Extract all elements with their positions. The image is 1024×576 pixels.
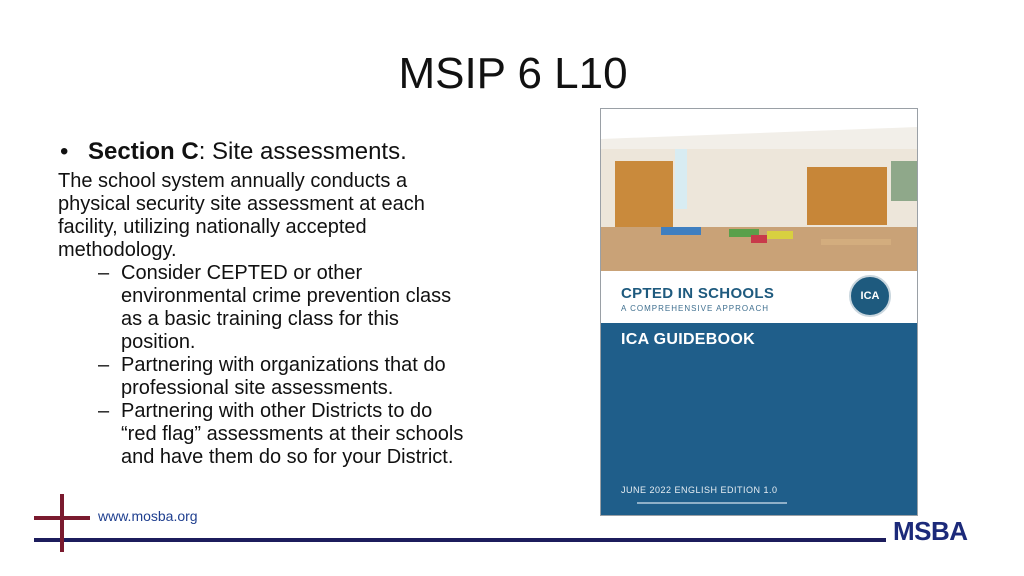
footer-url: www.mosba.org: [98, 508, 198, 524]
msba-logo: MSBA: [893, 516, 968, 546]
ica-seal-logo: ICA: [849, 275, 891, 317]
sub-item-cepted: [58, 262, 538, 354]
sub-item-organizations: [58, 354, 538, 400]
sub-item-line: professional site assessments.: [121, 377, 394, 399]
paragraph-line: methodology.: [58, 239, 177, 261]
slide-title: MSIP 6 L10: [398, 49, 628, 98]
sub-item-districts: [58, 400, 538, 469]
slide-body: [58, 136, 538, 469]
dash-marker: –: [98, 262, 110, 284]
sub-item-line: and have them do so for your District.: [121, 446, 454, 468]
sub-item-line: Partnering with other Districts to do: [121, 400, 433, 422]
sub-item-line: as a basic training class for this: [121, 308, 399, 330]
bullet-item: [58, 136, 538, 168]
dash-marker: –: [98, 354, 110, 376]
classroom-photo: [601, 109, 917, 271]
guidebook-cover-image: [600, 108, 918, 516]
cover-subtitle: A COMPREHENSIVE APPROACH: [621, 304, 770, 313]
cross-icon-vertical: [60, 494, 64, 552]
dash-marker: –: [98, 400, 110, 422]
bullet-dot: •: [60, 138, 69, 165]
sub-item-line: “red flag” assessments at their schools: [121, 423, 464, 445]
cover-edition: JUNE 2022 ENGLISH EDITION 1.0: [621, 485, 778, 495]
cover-title: CPTED IN SCHOOLS: [621, 285, 775, 302]
section-title: : Site assessments.: [198, 138, 407, 165]
sub-item-line: Consider CEPTED or other: [121, 262, 363, 284]
paragraph-line: physical security site assessment at each: [58, 193, 425, 215]
section-label: Section C: [88, 138, 199, 165]
body-paragraph: [58, 170, 538, 262]
footer-rule: [34, 538, 886, 542]
sub-item-line: position.: [121, 331, 196, 353]
cover-guidebook-label: ICA GUIDEBOOK: [621, 331, 755, 348]
paragraph-line: facility, utilizing nationally accepted: [58, 216, 367, 238]
sub-item-line: environmental crime prevention class: [121, 285, 452, 307]
paragraph-line: The school system annually conducts a: [58, 170, 408, 192]
classroom-illustration: [601, 109, 917, 271]
cover-fine-print-line: [637, 502, 787, 504]
sub-item-line: Partnering with organizations that do: [121, 354, 446, 376]
